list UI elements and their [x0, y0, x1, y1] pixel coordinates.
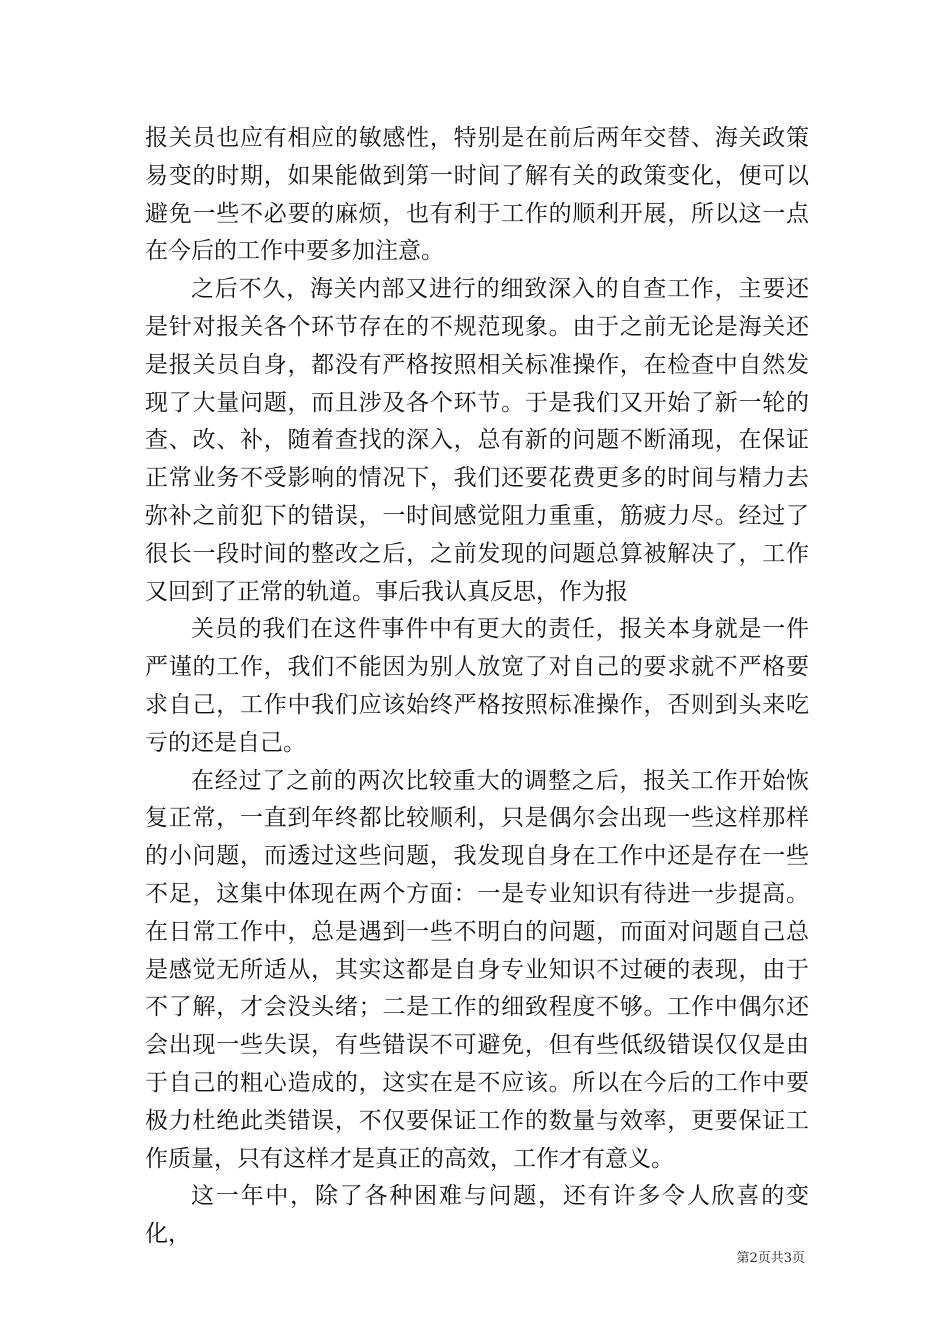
paragraph-3: 关员的我们在这件事件中有更大的责任，报关本身就是一件严谨的工作，我们不能因为别人放宽了对自己的要求就不严格要求自己，工作中我们应该始终严格按照标准操作，否则到头来吃亏的还是自己。 [145, 616, 809, 756]
paragraph-4: 在经过了之前的两次比较重大的调整之后，报关工作开始恢复正常，一直到年终都比较顺利，只是偶尔会出现一些这样那样的小问题，而透过这些问题，我发现自身在工作中还是存在一些不足，这集中体现在两个方面：一是专业知识有待进一步提高。在日常工作中，总是遇到一些不明白的问题，而面对问题自己总是感觉无所适从，其实这都是自身专业知识不过硬的表现，由于不了解，才会没头绪；二是工作的细致程度不够。工作中偶尔还会出现一些失误，有些错误不可避免，但有些低级错误仅仅是由于自己的粗心造成的，这实在是不应该。所以在今后的工作中要极力杜绝此类错误，不仅要保证工作的数量与效率，更要保证工作质量，只有这样才是真正的高效，工作才有意义。 [145, 767, 809, 1172]
document-body [145, 120, 809, 1254]
paragraph-5: 这一年中，除了各种困难与问题，还有许多令人欣喜的变化， [145, 1183, 809, 1248]
paragraph-2: 之后不久，海关内部又进行的细致深入的自查工作，主要还是针对报关各个环节存在的不规范现象。由于之前无论是海关还是报关员自身，都没有严格按照相关标准操作，在检查中自然发现了大量问题，而且涉及各个环节。于是我们又开始了新一轮的查、改、补，随着查找的深入，总有新的问题不断涌现，在保证正常业务不受影响的情况下，我们还要花费更多的时间与精力去弥补之前犯下的错误，一时间感觉阻力重重，筋疲力尽。经过了很长一段时间的整改之后，之前发现的问题总算被解决了，工作又回到了正常的轨道。事后我认真反思，作为报 [145, 276, 809, 605]
paragraph-1: 报关员也应有相应的敏感性，特别是在前后两年交替、海关政策易变的时期，如果能做到第一时间了解有关的政策变化，便可以避免一些不必要的麻烦，也有利于工作的顺利开展，所以这一点在今后的工作中要多加注意。 [145, 125, 809, 265]
page-number-footer: 第2页共3页 [736, 1251, 805, 1266]
